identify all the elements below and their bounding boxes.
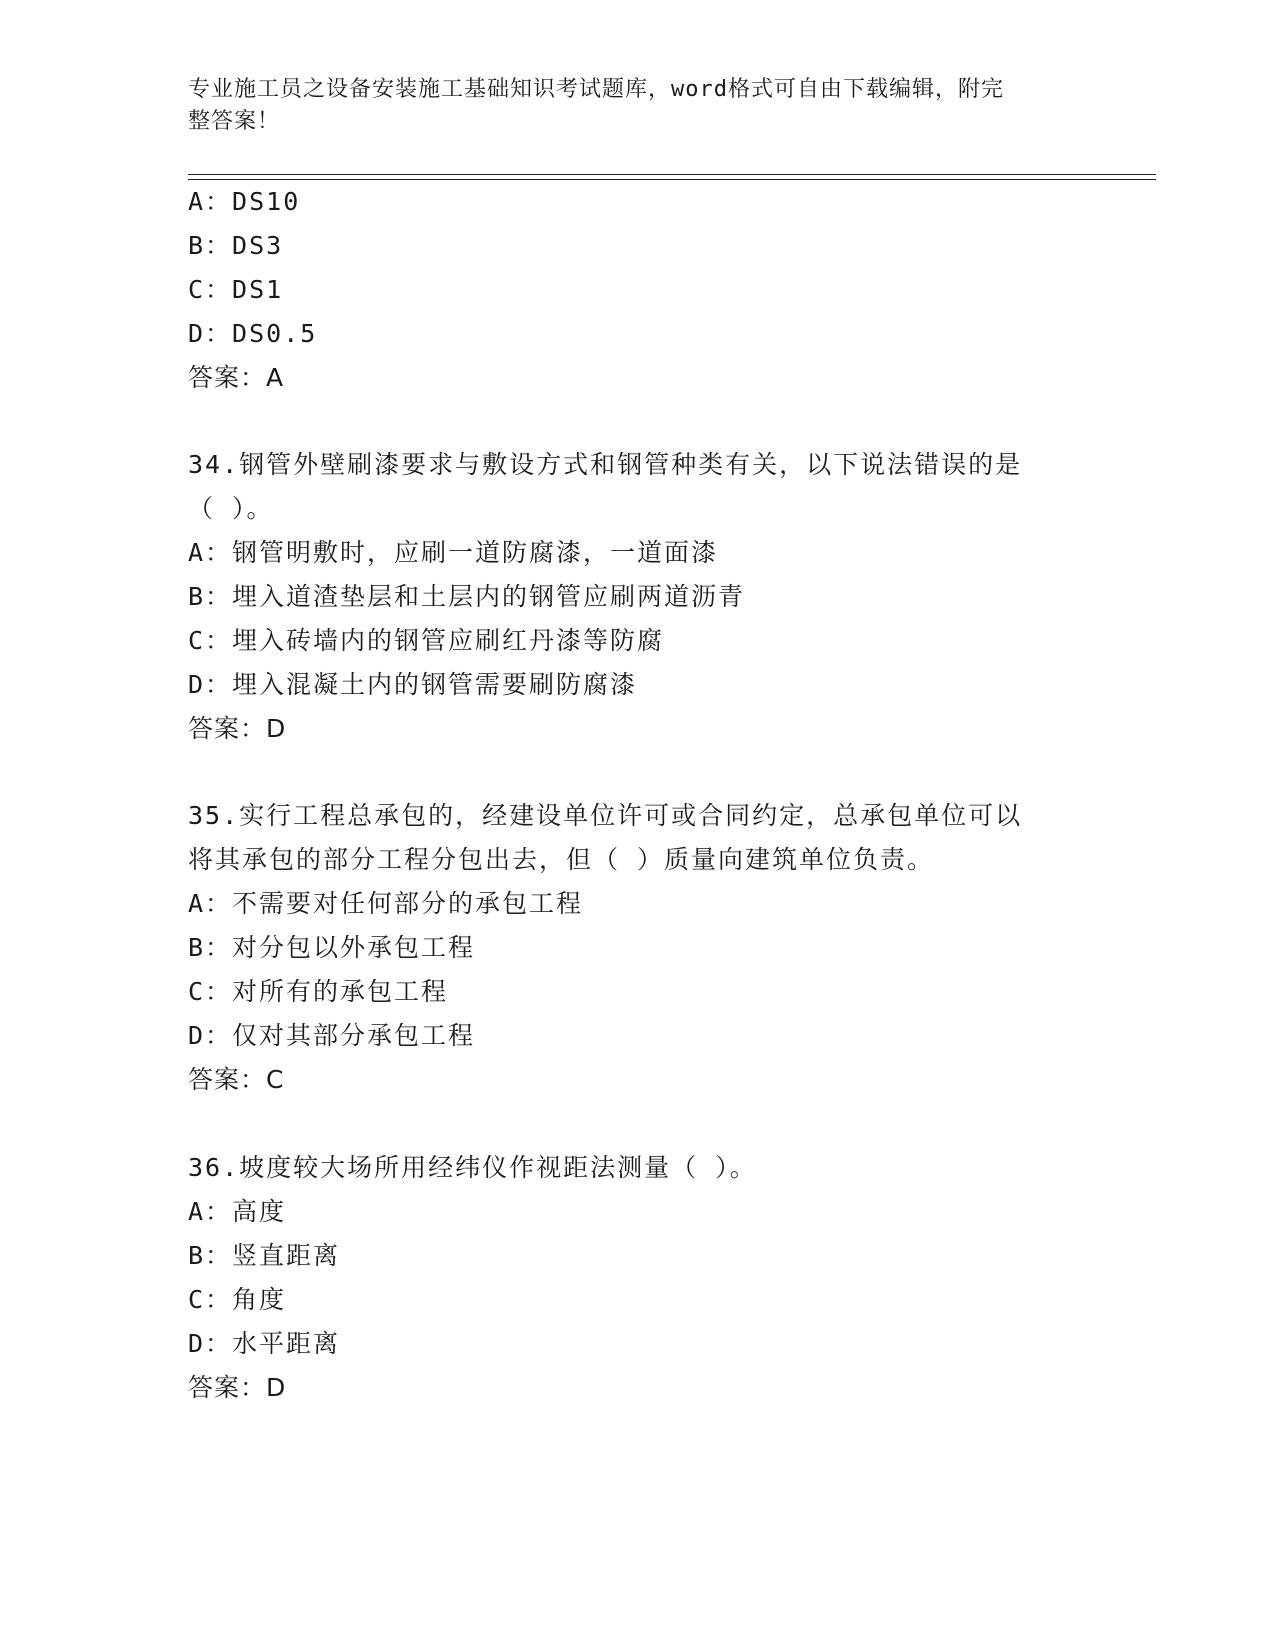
header-divider-top [188,174,1156,175]
q35-option-c: C：对所有的承包工程 [188,977,449,1006]
q35-option-b: B：对分包以外承包工程 [188,933,476,962]
q36-question-line-1: 36.坡度较大场所用经纬仪作视距法测量（ ）。 [188,1153,757,1182]
header-divider-bottom [188,179,1156,180]
document-header [188,74,1068,138]
q34-question-line-1: 34.钢管外壁刷漆要求与敷设方式和钢管种类有关，以下说法错误的是 [188,450,1023,479]
q36-option-d: D：水平距离 [188,1329,341,1358]
q36-option-b: B：竖直距离 [188,1241,341,1270]
q36-answer: 答案：D [188,1373,287,1402]
q35-option-a: A：不需要对任何部分的承包工程 [188,889,584,918]
q34-option-b: B：埋入道渣垫层和土层内的钢管应刷两道沥青 [188,582,746,611]
q36-option-a: A：高度 [188,1197,287,1226]
q35-option-d: D：仅对其部分承包工程 [188,1021,476,1050]
q33-option-d: D：DS0.5 [188,319,318,348]
q33-option-b: B：DS3 [188,231,284,260]
q33-option-c: C：DS1 [188,275,284,304]
q35-question-line-1: 35.实行工程总承包的，经建设单位许可或合同约定，总承包单位可以 [188,801,1023,830]
q34-option-a: A：钢管明敷时，应刷一道防腐漆，一道面漆 [188,538,719,567]
q33-option-a: A：DS10 [188,187,301,216]
header-title-line-1: 专业施工员之设备安装施工基础知识考试题库，word格式可自由下载编辑，附完 [188,77,1004,102]
q36-option-c: C：角度 [188,1285,287,1314]
q35-answer: 答案：C [188,1065,285,1094]
q34-option-d: D：埋入混凝土内的钢管需要刷防腐漆 [188,670,638,699]
header-title-line-2: 整答案！ [188,109,281,134]
q34-question-line-2: （ ）。 [188,494,274,523]
q35-question-line-2: 将其承包的部分工程分包出去，但（ ）质量向建筑单位负责。 [188,845,935,874]
q33-answer: 答案：A [188,363,285,392]
q34-answer: 答案：D [188,714,287,743]
q34-option-c: C：埋入砖墙内的钢管应刷红丹漆等防腐 [188,626,665,655]
